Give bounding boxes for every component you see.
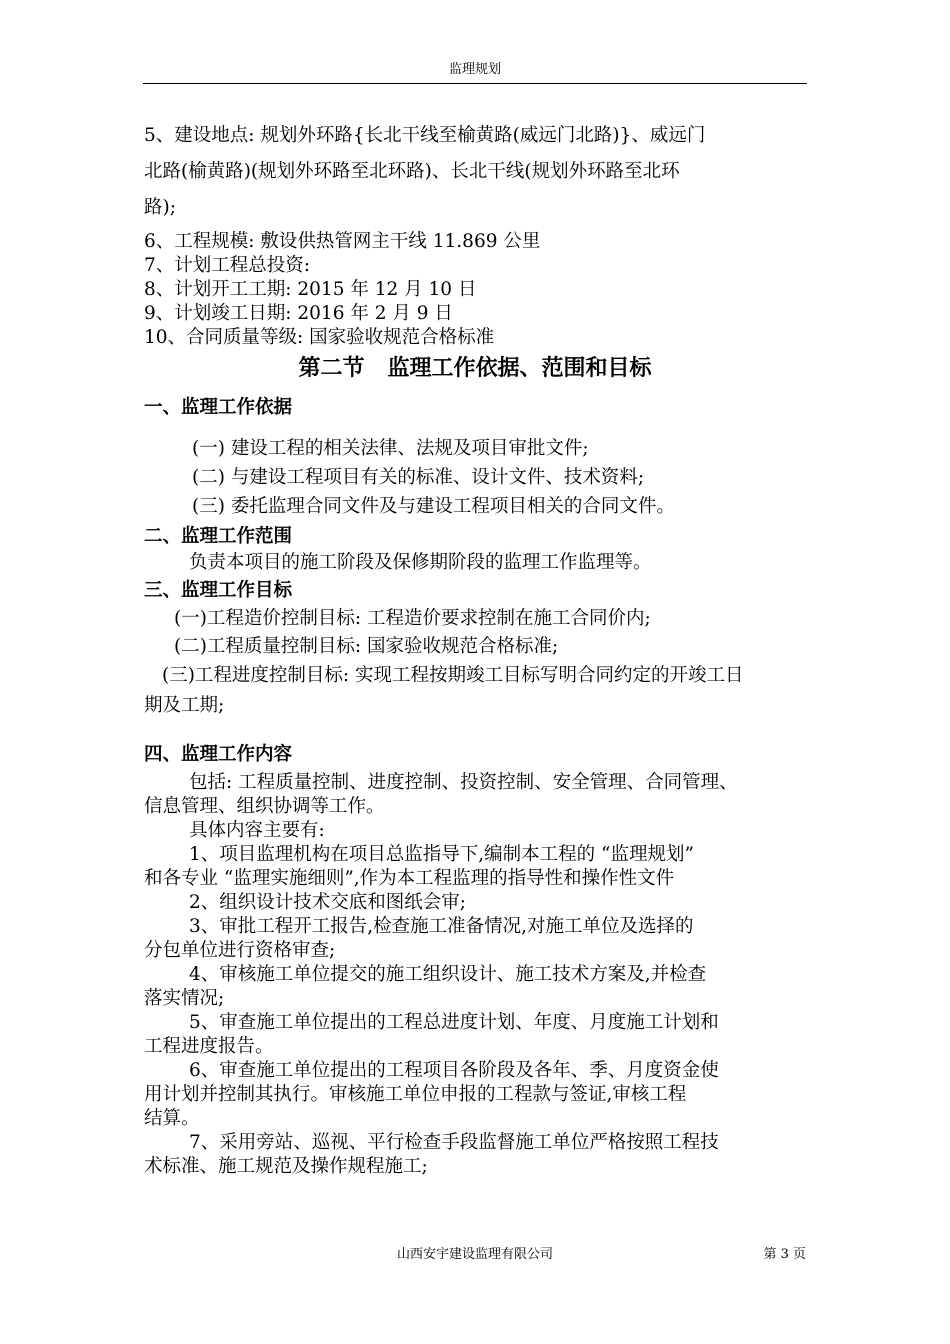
- section-title: 第二节 监理工作依据、范围和目标: [298, 355, 652, 381]
- basis-item-2: (二) 与建设工程项目有关的标准、设计文件、技术资料;: [192, 467, 645, 488]
- content-line: 2、组织设计技术交底和图纸会审;: [189, 892, 467, 913]
- content-line: 具体内容主要有:: [189, 820, 325, 841]
- investment-item: 7、计划工程总投资:: [144, 255, 311, 276]
- location-line-2: 北路(榆黄路)(规划外环路至北环路)、长北干线(规划外环路至北环: [144, 161, 680, 182]
- content-line: 3、审批工程开工报告,检查施工准备情况,对施工单位及选择的: [189, 916, 694, 937]
- content-line: 7、采用旁站、巡视、平行检查手段监督施工单位严格按照工程技: [189, 1132, 719, 1153]
- goal-quality: (二)工程质量控制目标: 国家验收规范合格标准;: [174, 636, 559, 657]
- end-date-item: 9、计划竣工日期: 2016 年 2 月 9 日: [144, 303, 453, 324]
- footer-company: 山西安宇建设监理有限公司: [396, 1247, 553, 1262]
- quality-grade-item: 10、合同质量等级: 国家验收规范合格标准: [144, 327, 495, 348]
- content-line: 落实情况;: [144, 988, 225, 1009]
- scope-heading: 二、监理工作范围: [144, 526, 293, 547]
- header-title: 监理规划: [448, 62, 501, 77]
- goal-schedule-line-2: 期及工期;: [144, 695, 225, 716]
- content-line: 术标准、施工规范及操作规程施工;: [144, 1156, 428, 1177]
- footer-page-number: 第 3 页: [763, 1247, 806, 1262]
- goal-cost: (一)工程造价控制目标: 工程造价要求控制在施工合同价内;: [174, 608, 651, 629]
- content-line: 1、项目监理机构在项目总监指导下,编制本工程的 “监理规划”: [189, 844, 694, 865]
- basis-heading: 一、监理工作依据: [144, 397, 293, 418]
- content-line: 和各专业 “监理实施细则”,作为本工程监理的指导性和操作性文件: [144, 868, 675, 889]
- content-line: 工程进度报告。: [144, 1036, 274, 1057]
- content-line: 4、审核施工单位提交的施工组织设计、施工技术方案及,并检查: [189, 964, 707, 985]
- content-line: 分包单位进行资格审查;: [144, 940, 336, 961]
- scope-text: 负责本项目的施工阶段及保修期阶段的监理工作监理等。: [189, 552, 652, 573]
- basis-item-1: (一) 建设工程的相关法律、法规及项目审批文件;: [192, 438, 589, 459]
- content-line: 5、审查施工单位提出的工程总进度计划、年度、月度施工计划和: [189, 1012, 719, 1033]
- goals-heading: 三、监理工作目标: [144, 580, 293, 601]
- start-date-item: 8、计划开工工期: 2015 年 12 月 10 日: [144, 279, 477, 300]
- location-line-1: 5、建设地点: 规划外环路{长北干线至榆黄路(威远门北路)}、威远门: [144, 125, 706, 146]
- content-heading: 四、监理工作内容: [144, 744, 293, 765]
- content-line: 包括: 工程质量控制、进度控制、投资控制、安全管理、合同管理、: [189, 772, 738, 793]
- page-content: [144, 118, 806, 1179]
- header-rule: [143, 83, 807, 84]
- content-line: 信息管理、组织协调等工作。: [144, 796, 385, 817]
- content-line: 结算。: [144, 1108, 200, 1129]
- basis-item-3: (三) 委托监理合同文件及与建设工程项目相关的合同文件。: [192, 496, 675, 517]
- goal-schedule-line-1: (三)工程进度控制目标: 实现工程按期竣工目标写明合同约定的开竣工日: [162, 665, 744, 686]
- content-line: 6、审查施工单位提出的工程项目各阶段及各年、季、月度资金使: [189, 1060, 719, 1081]
- location-line-3: 路);: [144, 197, 176, 218]
- content-line: 用计划并控制其执行。审核施工单位申报的工程款与签证,审核工程: [144, 1084, 687, 1105]
- scale-item: 6、工程规模: 敷设供热管网主干线 11.869 公里: [144, 231, 541, 252]
